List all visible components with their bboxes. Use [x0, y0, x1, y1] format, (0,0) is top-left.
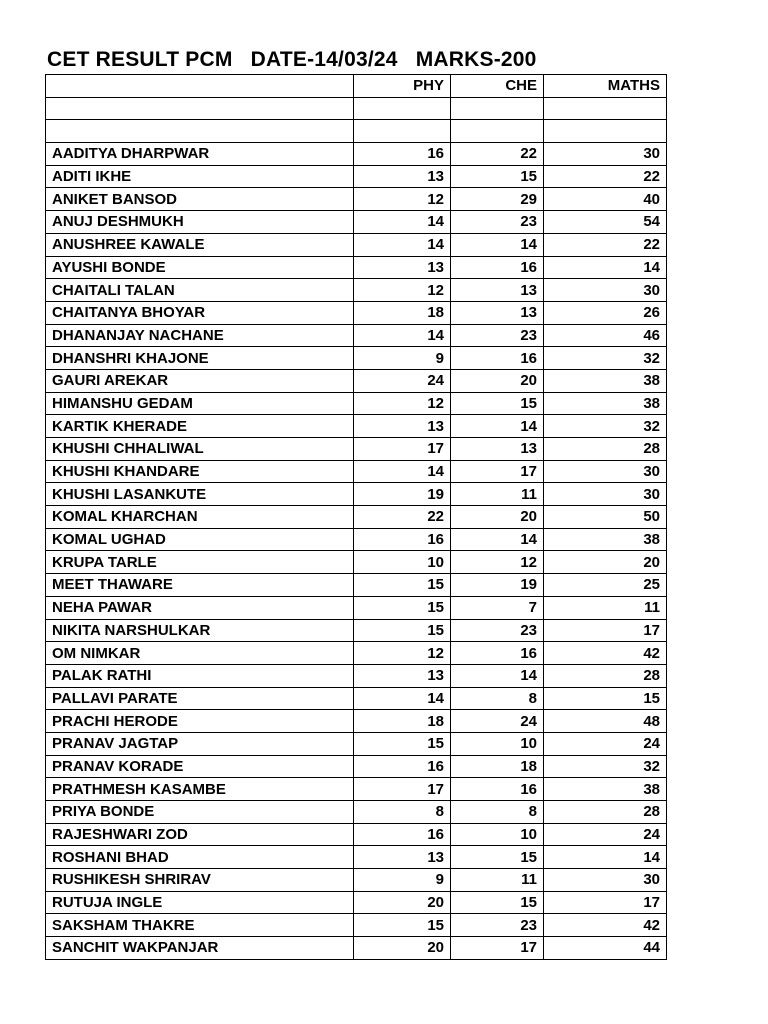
student-name: NEHA PAWAR [46, 596, 354, 619]
table-row [46, 233, 667, 256]
maths-mark: 14 [544, 846, 667, 869]
phy-mark: 15 [354, 574, 451, 597]
blank-cell [544, 120, 667, 143]
student-name: RAJESHWARI ZOD [46, 823, 354, 846]
student-name: KHUSHI CHHALIWAL [46, 438, 354, 461]
student-name: ANUJ DESHMUKH [46, 211, 354, 234]
maths-mark: 30 [544, 869, 667, 892]
student-name: RUTUJA INGLE [46, 891, 354, 914]
student-name: AADITYA DHARPWAR [46, 143, 354, 166]
che-mark: 17 [451, 937, 544, 960]
che-mark: 10 [451, 732, 544, 755]
table-row [46, 596, 667, 619]
maths-mark: 32 [544, 755, 667, 778]
student-name: KHUSHI KHANDARE [46, 460, 354, 483]
table-row [46, 891, 667, 914]
che-mark: 29 [451, 188, 544, 211]
phy-mark: 13 [354, 165, 451, 188]
table-row [46, 823, 667, 846]
phy-mark: 15 [354, 619, 451, 642]
column-header-name [46, 75, 354, 98]
maths-mark: 24 [544, 823, 667, 846]
student-name: ADITI IKHE [46, 165, 354, 188]
maths-mark: 11 [544, 596, 667, 619]
phy-mark: 14 [354, 687, 451, 710]
phy-mark: 14 [354, 211, 451, 234]
student-name: KARTIK KHERADE [46, 415, 354, 438]
column-header-phy: PHY [354, 75, 451, 98]
che-mark: 13 [451, 279, 544, 302]
student-name: PALLAVI PARATE [46, 687, 354, 710]
maths-mark: 30 [544, 483, 667, 506]
student-name: SANCHIT WAKPANJAR [46, 937, 354, 960]
che-mark: 16 [451, 347, 544, 370]
student-name: ROSHANI BHAD [46, 846, 354, 869]
che-mark: 17 [451, 460, 544, 483]
phy-mark: 12 [354, 188, 451, 211]
che-mark: 10 [451, 823, 544, 846]
table-row [46, 483, 667, 506]
phy-mark: 12 [354, 392, 451, 415]
student-name: PRIYA BONDE [46, 801, 354, 824]
student-name: RUSHIKESH SHRIRAV [46, 869, 354, 892]
table-row [46, 415, 667, 438]
phy-mark: 18 [354, 710, 451, 733]
table-row [46, 143, 667, 166]
phy-mark: 13 [354, 664, 451, 687]
student-name: SAKSHAM THAKRE [46, 914, 354, 937]
header-row [46, 75, 667, 98]
phy-mark: 20 [354, 937, 451, 960]
maths-mark: 20 [544, 551, 667, 574]
table-row [46, 256, 667, 279]
che-mark: 13 [451, 301, 544, 324]
che-mark: 22 [451, 143, 544, 166]
maths-mark: 15 [544, 687, 667, 710]
maths-mark: 38 [544, 528, 667, 551]
blank-cell [544, 97, 667, 120]
che-mark: 20 [451, 506, 544, 529]
table-row [46, 460, 667, 483]
phy-mark: 17 [354, 778, 451, 801]
maths-mark: 22 [544, 233, 667, 256]
student-name: MEET THAWARE [46, 574, 354, 597]
table-row [46, 438, 667, 461]
maths-mark: 46 [544, 324, 667, 347]
column-header-che: CHE [451, 75, 544, 98]
maths-mark: 17 [544, 619, 667, 642]
maths-mark: 42 [544, 914, 667, 937]
maths-mark: 28 [544, 801, 667, 824]
table-row [46, 574, 667, 597]
phy-mark: 20 [354, 891, 451, 914]
phy-mark: 9 [354, 347, 451, 370]
table-row [46, 551, 667, 574]
page-title: CET RESULT PCM DATE-14/03/24 MARKS-200 [47, 48, 537, 71]
maths-mark: 30 [544, 279, 667, 302]
table-row [46, 369, 667, 392]
che-mark: 15 [451, 165, 544, 188]
maths-mark: 42 [544, 642, 667, 665]
phy-mark: 12 [354, 279, 451, 302]
student-name: PRACHI HERODE [46, 710, 354, 733]
maths-mark: 22 [544, 165, 667, 188]
che-mark: 15 [451, 392, 544, 415]
table-row [46, 732, 667, 755]
student-name: PRATHMESH KASAMBE [46, 778, 354, 801]
che-mark: 15 [451, 891, 544, 914]
che-mark: 18 [451, 755, 544, 778]
phy-mark: 24 [354, 369, 451, 392]
phy-mark: 14 [354, 324, 451, 347]
student-name: PRANAV KORADE [46, 755, 354, 778]
table-row [46, 687, 667, 710]
phy-mark: 14 [354, 233, 451, 256]
che-mark: 23 [451, 211, 544, 234]
table-row [46, 801, 667, 824]
student-name: HIMANSHU GEDAM [46, 392, 354, 415]
student-name: CHAITANYA BHOYAR [46, 301, 354, 324]
maths-mark: 28 [544, 438, 667, 461]
phy-mark: 16 [354, 823, 451, 846]
maths-mark: 14 [544, 256, 667, 279]
student-name: PRANAV JAGTAP [46, 732, 354, 755]
che-mark: 23 [451, 324, 544, 347]
student-name: OM NIMKAR [46, 642, 354, 665]
table-row [46, 778, 667, 801]
che-mark: 7 [451, 596, 544, 619]
table-header [46, 75, 667, 98]
che-mark: 23 [451, 914, 544, 937]
column-header-maths: MATHS [544, 75, 667, 98]
table-row [46, 664, 667, 687]
che-mark: 14 [451, 528, 544, 551]
student-name: KOMAL UGHAD [46, 528, 354, 551]
table-row [46, 710, 667, 733]
che-mark: 16 [451, 778, 544, 801]
maths-mark: 26 [544, 301, 667, 324]
table-row [46, 211, 667, 234]
maths-mark: 38 [544, 778, 667, 801]
che-mark: 20 [451, 369, 544, 392]
table-row [46, 642, 667, 665]
phy-mark: 16 [354, 755, 451, 778]
blank-row [46, 120, 667, 143]
maths-mark: 25 [544, 574, 667, 597]
maths-mark: 54 [544, 211, 667, 234]
phy-mark: 13 [354, 415, 451, 438]
maths-mark: 38 [544, 369, 667, 392]
phy-mark: 17 [354, 438, 451, 461]
maths-mark: 30 [544, 143, 667, 166]
che-mark: 16 [451, 642, 544, 665]
table-row [46, 392, 667, 415]
phy-mark: 15 [354, 732, 451, 755]
student-name: DHANANJAY NACHANE [46, 324, 354, 347]
table-row [46, 846, 667, 869]
maths-mark: 17 [544, 891, 667, 914]
phy-mark: 16 [354, 528, 451, 551]
table-row [46, 324, 667, 347]
table-row [46, 301, 667, 324]
maths-mark: 30 [544, 460, 667, 483]
table-row [46, 506, 667, 529]
phy-mark: 9 [354, 869, 451, 892]
blank-cell [46, 97, 354, 120]
student-name: PALAK RATHI [46, 664, 354, 687]
results-table [45, 74, 667, 960]
che-mark: 8 [451, 801, 544, 824]
phy-mark: 8 [354, 801, 451, 824]
student-name: DHANSHRI KHAJONE [46, 347, 354, 370]
maths-mark: 50 [544, 506, 667, 529]
blank-cell [354, 120, 451, 143]
table-row [46, 755, 667, 778]
che-mark: 14 [451, 233, 544, 256]
phy-mark: 13 [354, 846, 451, 869]
student-name: NIKITA NARSHULKAR [46, 619, 354, 642]
blank-cell [46, 120, 354, 143]
maths-mark: 28 [544, 664, 667, 687]
maths-mark: 48 [544, 710, 667, 733]
student-name: CHAITALI TALAN [46, 279, 354, 302]
maths-mark: 32 [544, 415, 667, 438]
phy-mark: 16 [354, 143, 451, 166]
che-mark: 11 [451, 483, 544, 506]
phy-mark: 19 [354, 483, 451, 506]
table-row [46, 279, 667, 302]
che-mark: 12 [451, 551, 544, 574]
che-mark: 19 [451, 574, 544, 597]
table-row [46, 188, 667, 211]
che-mark: 11 [451, 869, 544, 892]
phy-mark: 18 [354, 301, 451, 324]
che-mark: 16 [451, 256, 544, 279]
che-mark: 24 [451, 710, 544, 733]
che-mark: 23 [451, 619, 544, 642]
phy-mark: 15 [354, 914, 451, 937]
table-row [46, 165, 667, 188]
phy-mark: 14 [354, 460, 451, 483]
student-name: KRUPA TARLE [46, 551, 354, 574]
table-row [46, 914, 667, 937]
student-name: KOMAL KHARCHAN [46, 506, 354, 529]
student-name: ANUSHREE KAWALE [46, 233, 354, 256]
blank-cell [451, 120, 544, 143]
phy-mark: 15 [354, 596, 451, 619]
phy-mark: 10 [354, 551, 451, 574]
phy-mark: 13 [354, 256, 451, 279]
che-mark: 8 [451, 687, 544, 710]
student-name: AYUSHI BONDE [46, 256, 354, 279]
maths-mark: 32 [544, 347, 667, 370]
table-body [46, 97, 667, 959]
student-name: ANIKET BANSOD [46, 188, 354, 211]
che-mark: 14 [451, 664, 544, 687]
che-mark: 15 [451, 846, 544, 869]
table-row [46, 347, 667, 370]
table-row [46, 528, 667, 551]
blank-cell [354, 97, 451, 120]
che-mark: 14 [451, 415, 544, 438]
maths-mark: 40 [544, 188, 667, 211]
table-row [46, 619, 667, 642]
phy-mark: 22 [354, 506, 451, 529]
maths-mark: 38 [544, 392, 667, 415]
maths-mark: 44 [544, 937, 667, 960]
che-mark: 13 [451, 438, 544, 461]
student-name: GAURI AREKAR [46, 369, 354, 392]
phy-mark: 12 [354, 642, 451, 665]
table-row [46, 869, 667, 892]
table-row [46, 937, 667, 960]
maths-mark: 24 [544, 732, 667, 755]
blank-row [46, 97, 667, 120]
blank-cell [451, 97, 544, 120]
student-name: KHUSHI LASANKUTE [46, 483, 354, 506]
